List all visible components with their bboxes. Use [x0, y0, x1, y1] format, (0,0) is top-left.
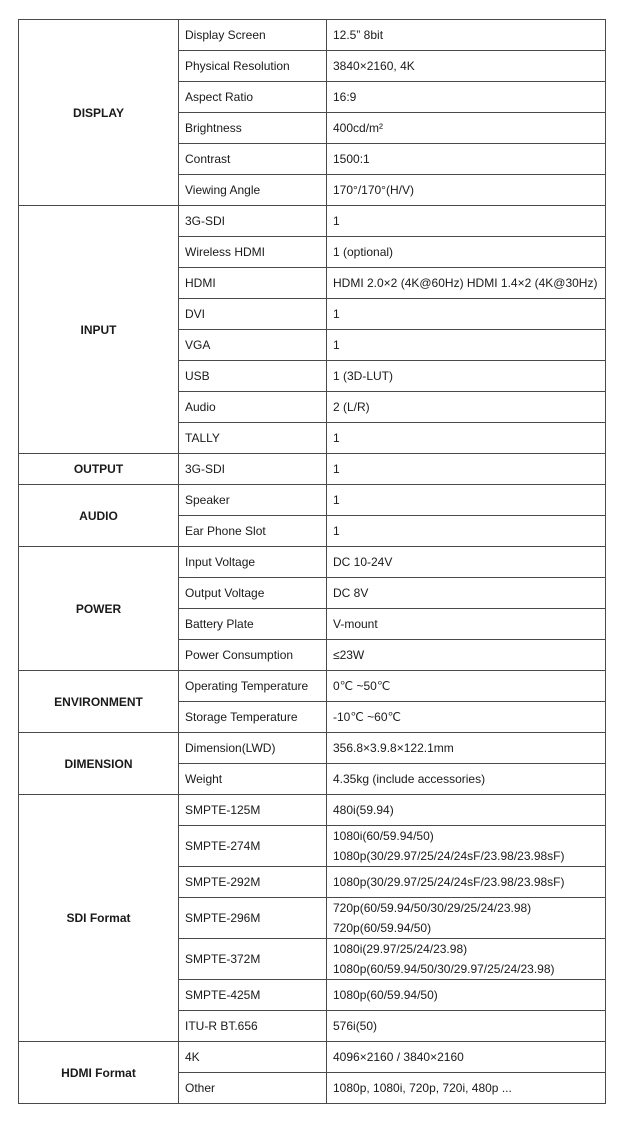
value-cell: [327, 867, 606, 898]
value-line: HDMI 2.0×2 (4K@60Hz) HDMI 1.4×2 (4K@30Hz): [333, 276, 598, 290]
value-cell: [327, 82, 606, 113]
parameter-cell: SMPTE-372M: [179, 939, 327, 980]
spec-row: [19, 733, 606, 764]
parameter-cell: Output Voltage: [179, 578, 327, 609]
value-cell: [327, 1011, 606, 1042]
spec-row: [19, 1042, 606, 1073]
value-cell: [327, 51, 606, 82]
value-cell: [327, 268, 606, 299]
value-line: 576i(50): [333, 1019, 378, 1033]
value-cell: [327, 980, 606, 1011]
value-line: DC 10-24V: [333, 555, 393, 569]
value-line: 1: [333, 338, 340, 352]
parameter-cell: Other: [179, 1073, 327, 1104]
parameter-cell: USB: [179, 361, 327, 392]
value-line: 4096×2160 / 3840×2160: [333, 1050, 464, 1064]
spec-table-body: [19, 20, 606, 1104]
value-line: 1080p, 1080i, 720p, 720i, 480p ...: [333, 1081, 512, 1095]
value-line: 1 (optional): [333, 245, 394, 259]
parameter-cell: Speaker: [179, 485, 327, 516]
parameter-cell: Battery Plate: [179, 609, 327, 640]
value-cell: [327, 299, 606, 330]
parameter-cell: Contrast: [179, 144, 327, 175]
value-line: 1: [333, 493, 340, 507]
parameter-cell: 4K: [179, 1042, 327, 1073]
category-cell: SDI Format: [19, 795, 179, 1042]
value-line: 1080i(60/59.94/50): [333, 829, 434, 843]
parameter-cell: SMPTE-274M: [179, 826, 327, 867]
spec-row: [19, 206, 606, 237]
value-cell: [327, 144, 606, 175]
category-cell: HDMI Format: [19, 1042, 179, 1104]
parameter-cell: Audio: [179, 392, 327, 423]
value-line: 1080p(60/59.94/50/30/29.97/25/24/23.98): [333, 962, 555, 976]
category-cell: DISPLAY: [19, 20, 179, 206]
parameter-cell: TALLY: [179, 423, 327, 454]
value-cell: [327, 547, 606, 578]
value-line: 1: [333, 462, 340, 476]
spec-row: [19, 454, 606, 485]
parameter-cell: ITU-R BT.656: [179, 1011, 327, 1042]
value-cell: [327, 423, 606, 454]
value-line: 170°/170°(H/V): [333, 183, 414, 197]
value-cell: [327, 939, 606, 980]
parameter-cell: SMPTE-125M: [179, 795, 327, 826]
parameter-cell: Display Screen: [179, 20, 327, 51]
spec-row: [19, 795, 606, 826]
value-cell: [327, 113, 606, 144]
parameter-cell: Operating Temperature: [179, 671, 327, 702]
spec-table: [18, 19, 606, 1104]
value-cell: [327, 764, 606, 795]
value-line: 1: [333, 307, 340, 321]
value-cell: [327, 609, 606, 640]
parameter-cell: Ear Phone Slot: [179, 516, 327, 547]
value-cell: [327, 795, 606, 826]
value-line: 400cd/m²: [333, 121, 384, 135]
value-cell: [327, 826, 606, 867]
value-cell: [327, 702, 606, 733]
category-cell: ENVIRONMENT: [19, 671, 179, 733]
parameter-cell: 3G-SDI: [179, 454, 327, 485]
value-cell: [327, 640, 606, 671]
value-line: 720p(60/59.94/50): [333, 921, 432, 935]
value-line: V-mount: [333, 617, 378, 631]
parameter-cell: Power Consumption: [179, 640, 327, 671]
parameter-cell: Wireless HDMI: [179, 237, 327, 268]
value-line: 1 (3D-LUT): [333, 369, 394, 383]
parameter-cell: Weight: [179, 764, 327, 795]
category-cell: OUTPUT: [19, 454, 179, 485]
value-line: 1: [333, 524, 340, 538]
value-cell: [327, 330, 606, 361]
value-cell: [327, 516, 606, 547]
value-line: 1080p(60/59.94/50): [333, 988, 438, 1002]
value-line: 1080p(30/29.97/25/24/24sF/23.98/23.98sF): [333, 849, 565, 863]
value-line: 1500:1: [333, 152, 370, 166]
value-line: -10℃ ~60℃: [333, 710, 401, 724]
parameter-cell: VGA: [179, 330, 327, 361]
value-line: 16:9: [333, 90, 357, 104]
parameter-cell: 3G-SDI: [179, 206, 327, 237]
value-line: 3840×2160, 4K: [333, 59, 415, 73]
category-cell: INPUT: [19, 206, 179, 454]
value-line: DC 8V: [333, 586, 369, 600]
value-line: 0℃ ~50℃: [333, 679, 391, 693]
category-cell: DIMENSION: [19, 733, 179, 795]
value-cell: [327, 175, 606, 206]
value-line: 12.5” 8bit: [333, 28, 384, 42]
parameter-cell: SMPTE-296M: [179, 898, 327, 939]
value-cell: [327, 733, 606, 764]
parameter-cell: Storage Temperature: [179, 702, 327, 733]
value-line: 356.8×3.9.8×122.1mm: [333, 741, 454, 755]
parameter-cell: Dimension(LWD): [179, 733, 327, 764]
spec-row: [19, 547, 606, 578]
value-cell: [327, 1073, 606, 1104]
parameter-cell: Input Voltage: [179, 547, 327, 578]
value-line: 1: [333, 214, 340, 228]
category-cell: POWER: [19, 547, 179, 671]
value-cell: [327, 392, 606, 423]
parameter-cell: SMPTE-425M: [179, 980, 327, 1011]
parameter-cell: HDMI: [179, 268, 327, 299]
parameter-cell: DVI: [179, 299, 327, 330]
value-line: 480i(59.94): [333, 803, 394, 817]
value-line: 2 (L/R): [333, 400, 370, 414]
value-line: 720p(60/59.94/50/30/29/25/24/23.98): [333, 901, 532, 915]
parameter-cell: Aspect Ratio: [179, 82, 327, 113]
value-line: ≤23W: [333, 648, 365, 662]
spec-row: [19, 20, 606, 51]
category-cell: AUDIO: [19, 485, 179, 547]
value-cell: [327, 671, 606, 702]
value-cell: [327, 1042, 606, 1073]
parameter-cell: SMPTE-292M: [179, 867, 327, 898]
value-cell: [327, 454, 606, 485]
value-cell: [327, 578, 606, 609]
value-line: 1080p(30/29.97/25/24/24sF/23.98/23.98sF): [333, 875, 565, 889]
spec-row: [19, 485, 606, 516]
spec-row: [19, 671, 606, 702]
value-line: 1: [333, 431, 340, 445]
value-cell: [327, 898, 606, 939]
parameter-cell: Brightness: [179, 113, 327, 144]
value-cell: [327, 20, 606, 51]
parameter-cell: Physical Resolution: [179, 51, 327, 82]
value-cell: [327, 485, 606, 516]
value-cell: [327, 206, 606, 237]
value-line: 1080i(29.97/25/24/23.98): [333, 942, 468, 956]
parameter-cell: Viewing Angle: [179, 175, 327, 206]
value-line: 4.35kg (include accessories): [333, 772, 486, 786]
value-cell: [327, 237, 606, 268]
value-cell: [327, 361, 606, 392]
